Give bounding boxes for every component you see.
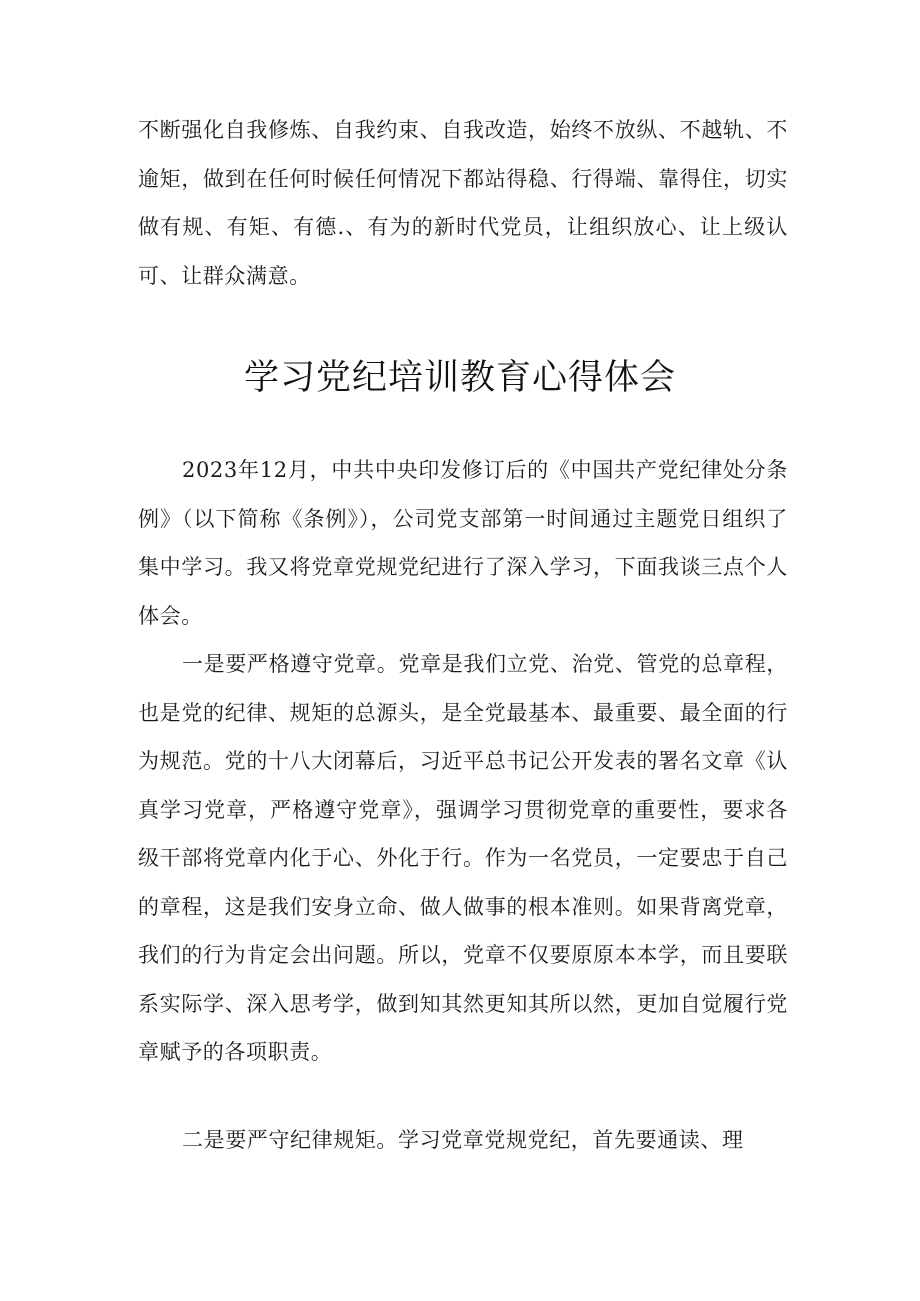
- body-paragraph-1: 2023年12月，中共中央印发修订后的《中国共产党纪律处分条例》（以下简称《条例》），公司党支部第一时间通过主题党日组织了集中学习。我又将党章党规党纪进行了深入学习，下面我谈三点个人体会。: [138, 458, 788, 628]
- document-title: 学习党纪培训教育心得体会: [243, 358, 676, 398]
- intro-paragraph: 不断强化自我修炼、自我约束、自我改造，始终不放纵、不越轨、不逾矩，做到在任何时候任何情况下都站得稳、行得端、靠得住，切实做有规、有矩、有德.、有为的新时代党员，让组织放心、让上级认可、让群众满意。: [138, 118, 788, 288]
- body-paragraph-3: 二是要严守纪律规矩。学习党章党规党纪，首先要通读、理: [182, 1128, 744, 1152]
- body-paragraph-2: 一是要严格遵守党章。党章是我们立党、治党、管党的总章程，也是党的纪律、规矩的总源头，是全党最基本、最重要、最全面的行为规范。党的十八大闭幕后，习近平总书记公开发表的署名文章《认真学习党章，严格遵守党章》，强调学习贯彻党章的重要性，要求各级干部将党章内化于心、外化于行。作为一名党员，一定要忠于自己的章程，这是我们安身立命、做人做事的根本准则。如果背离党章，我们的行为肯定会出问题。所以，党章不仅要原原本本学，而且要联系实际学、深入思考学，做到知其然更知其所以然，更加自觉履行党章赋予的各项职责。: [138, 652, 788, 1064]
